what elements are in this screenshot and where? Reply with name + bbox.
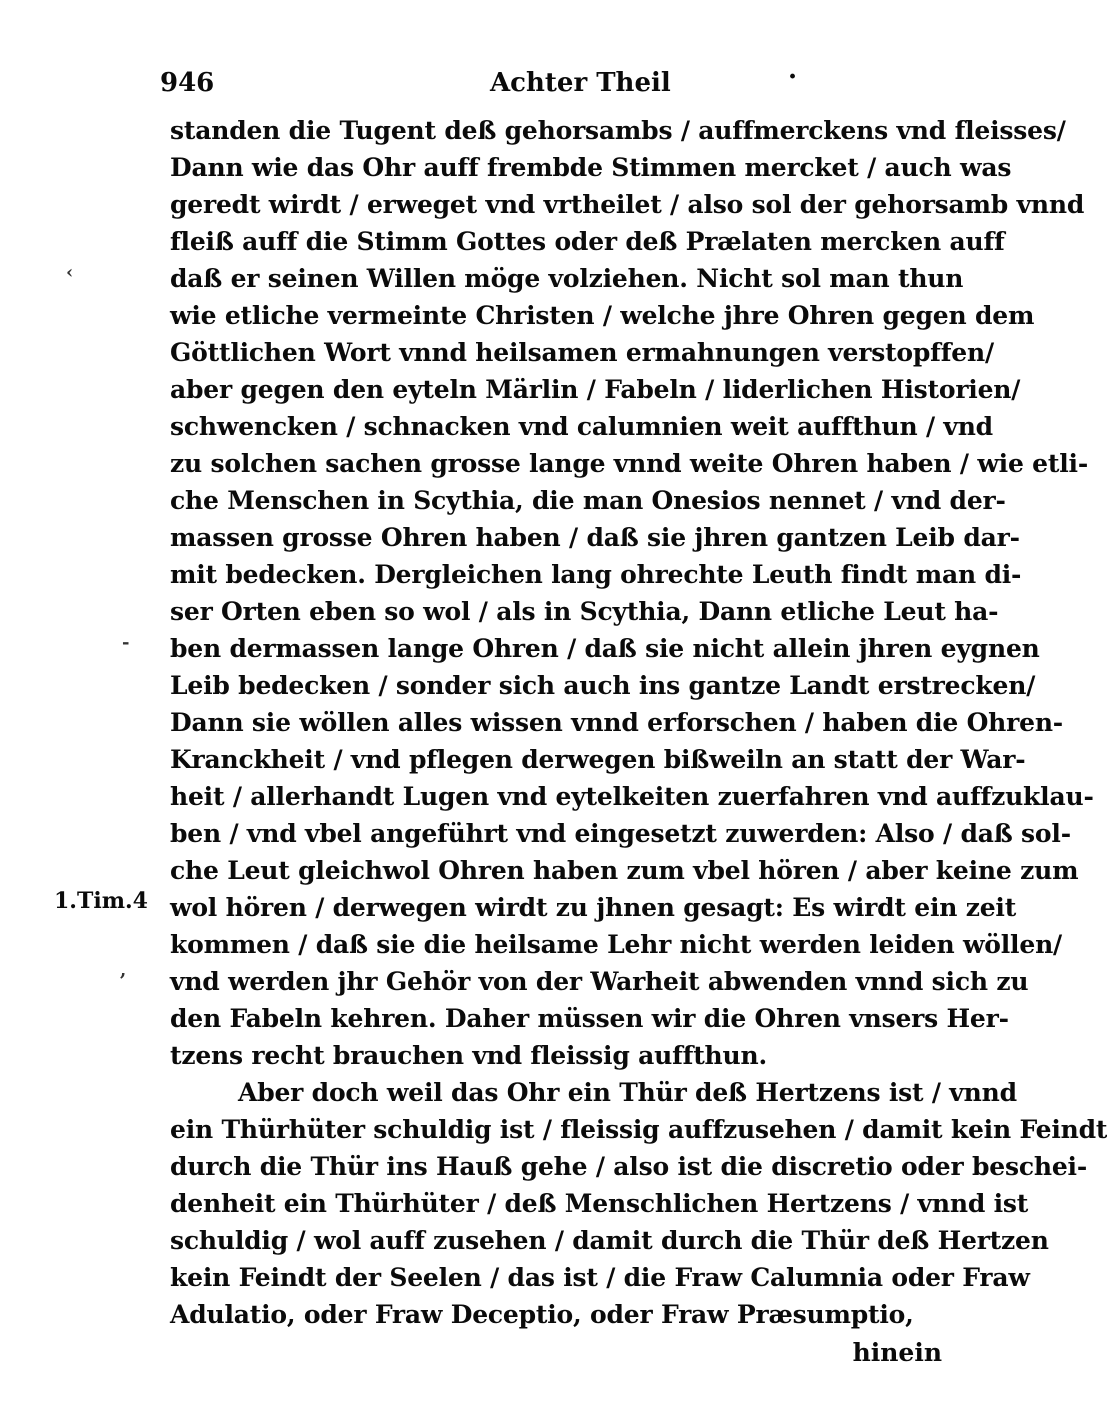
text-line: ben / vnd vbel angeführt vnd eingesetzt zuwerden: Also / daß sol- — [170, 819, 1071, 848]
text-line: zu solchen sachen grosse lange vnnd weite Ohren haben / wie etli- — [170, 449, 1088, 478]
text-line: fleiß auff die Stimm Gottes oder deß Prælaten mercken auff — [170, 227, 1005, 256]
text-line: che Leut gleichwol Ohren haben zum vbel hören / aber keine zum — [170, 856, 1079, 885]
text-line: che Menschen in Scythia, die man Onesios nennet / vnd der- — [170, 486, 1006, 515]
text-line: Kranckheit / vnd pflegen derwegen bißweiln an statt der War- — [170, 745, 1026, 774]
text-line: ser Orten eben so wol / als in Scythia, Dann etliche Leut ha- — [170, 597, 999, 626]
text-line: geredt wirdt / erweget vnd vrtheilet / also sol der gehorsamb vnnd — [170, 190, 1085, 219]
text-line: vnd werden jhr Gehör von der Warheit abwenden vnnd sich zu — [170, 967, 1029, 996]
text-line: daß er seinen Willen möge volziehen. Nicht sol man thun — [170, 264, 964, 293]
margin-bible-reference: 1.Tim.4 — [54, 888, 148, 914]
text-line: schuldig / wol auff zusehen / damit durch die Thür deß Hertzen — [170, 1226, 1049, 1255]
text-line: Dann sie wöllen alles wissen vnnd erforschen / haben die Ohren- — [170, 708, 1063, 737]
text-line: den Fabeln kehren. Daher müssen wir die Ohren vnsers Her- — [170, 1004, 1009, 1033]
text-line: aber gegen den eyteln Märlin / Fabeln / liderlichen Historien/ — [170, 375, 1021, 404]
text-line: Leib bedecken / sonder sich auch ins gantze Landt erstrecken/ — [170, 671, 1036, 700]
margin-mark: , — [120, 960, 127, 981]
text-line-paragraph-start: Aber doch weil das Ohr ein Thür deß Hertzens ist / vnnd — [238, 1078, 1017, 1107]
text-line: wie etliche vermeinte Christen / welche jhre Ohren gegen dem — [170, 301, 1035, 330]
text-line: Dann wie das Ohr auff frembde Stimmen mercket / auch was — [170, 153, 1012, 182]
text-line: ben dermassen lange Ohren / daß sie nicht allein jhren eygnen — [170, 634, 1040, 663]
page-number: 946 — [160, 68, 215, 98]
text-line: Adulatio, oder Fraw Deceptio, oder Fraw Præsumptio, — [170, 1300, 914, 1329]
text-line: standen die Tugent deß gehorsambs / auffmerckens vnd fleisses/ — [170, 116, 1066, 145]
catchword: hinein — [852, 1338, 942, 1367]
text-line: wol hören / derwegen wirdt zu jhnen gesagt: Es wirdt ein zeit — [170, 893, 1017, 922]
text-line: Göttlichen Wort vnnd heilsamen ermahnungen verstopffen/ — [170, 338, 994, 367]
page-header — [160, 64, 800, 104]
header-dot: · — [788, 62, 798, 92]
text-line: massen grosse Ohren haben / daß sie jhren gantzen Leib dar- — [170, 523, 1020, 552]
text-line: tzens recht brauchen vnd fleissig auffthun. — [170, 1041, 767, 1070]
text-line: durch die Thür ins Hauß gehe / also ist die discretio oder beschei- — [170, 1152, 1088, 1181]
text-line: mit bedecken. Dergleichen lang ohrechte Leuth findt man di- — [170, 560, 1022, 589]
text-line: kommen / daß sie die heilsame Lehr nicht werden leiden wöllen/ — [170, 930, 1062, 959]
text-line: heit / allerhandt Lugen vnd eytelkeiten zuerfahren vnd auffzuklau- — [170, 782, 1094, 811]
margin-mark: - — [122, 632, 130, 653]
running-head: Achter Theil — [490, 68, 671, 98]
text-line: denheit ein Thürhüter / deß Menschlichen Hertzens / vnnd ist — [170, 1189, 1029, 1218]
text-line: schwencken / schnacken vnd calumnien weit auffthun / vnd — [170, 412, 993, 441]
text-line: ein Thürhüter schuldig ist / fleissig auffzusehen / damit kein Feindt — [170, 1115, 1107, 1144]
text-line: kein Feindt der Seelen / das ist / die Fraw Calumnia oder Fraw — [170, 1263, 1030, 1292]
body-text — [170, 112, 1107, 1373]
margin-mark: ‹ — [66, 262, 74, 283]
